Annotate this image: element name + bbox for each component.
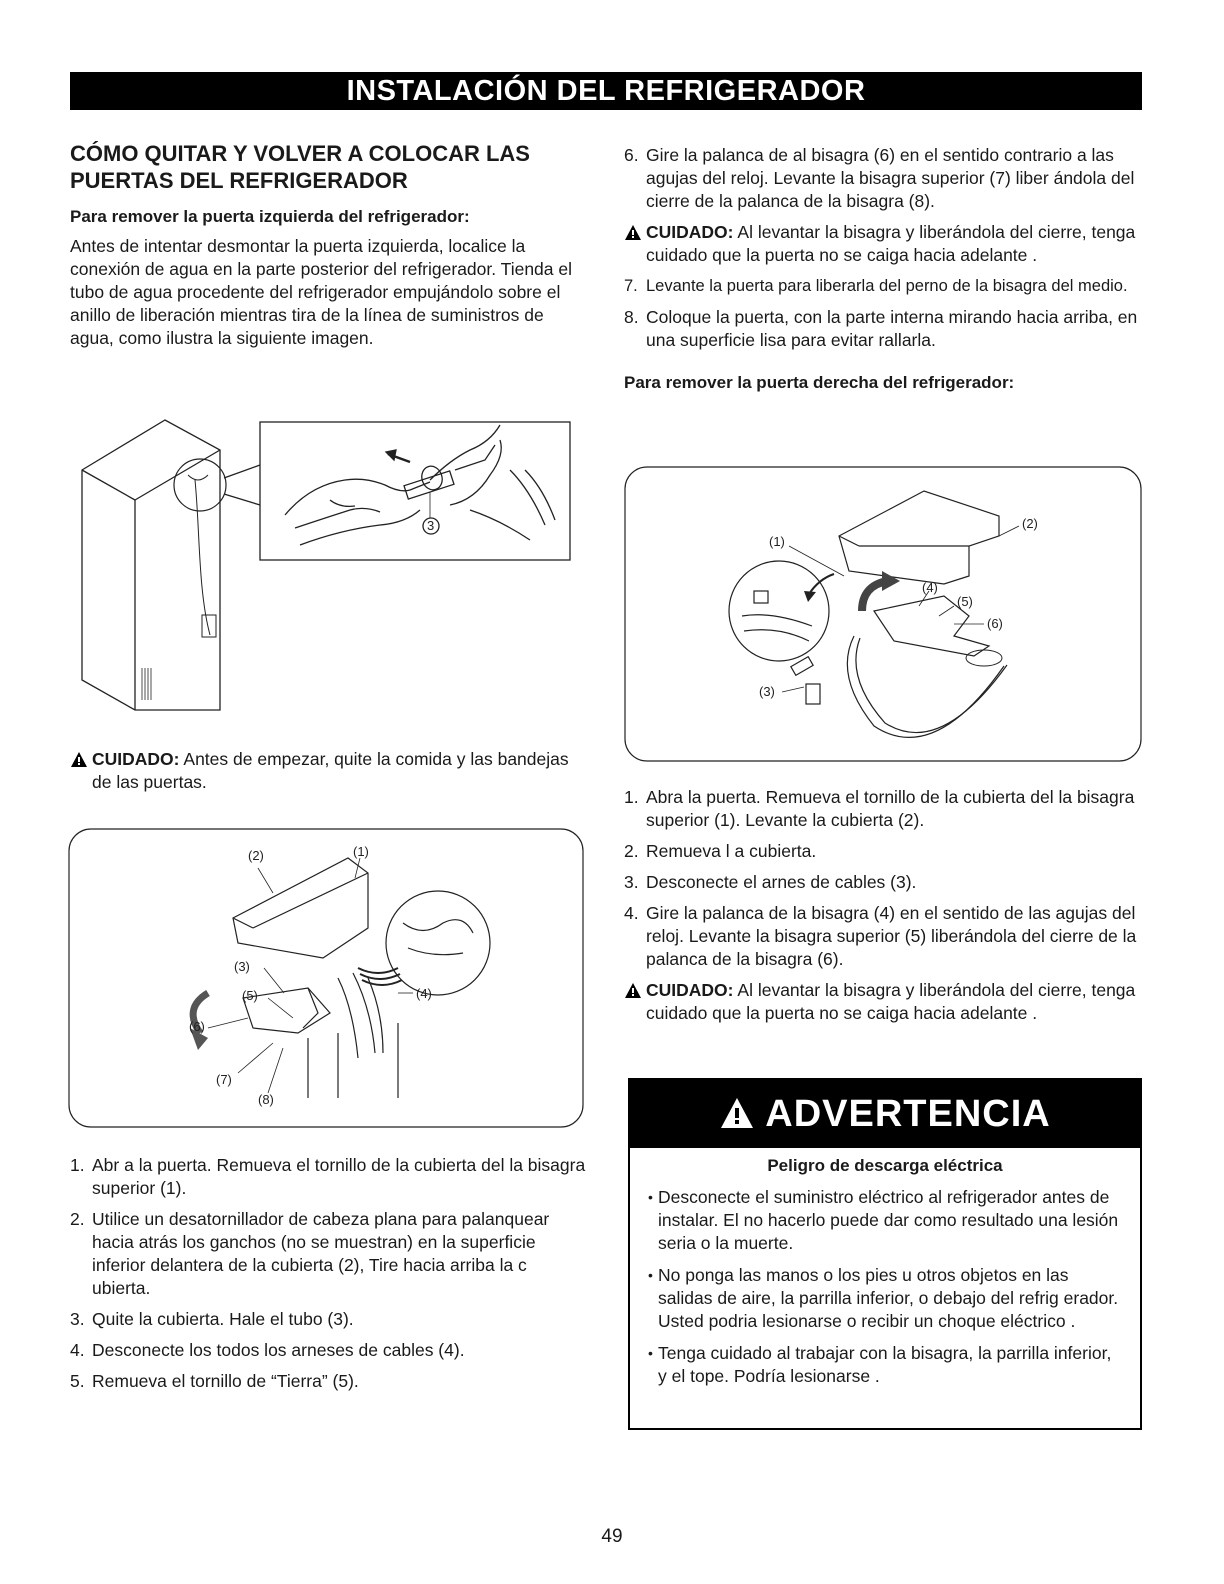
caution-text: Antes de empezar, quite la comida y las bandejas de las puertas. — [92, 749, 569, 792]
right-column — [624, 144, 1144, 394]
list-item: 2. Remueva l a cubierta. — [624, 841, 817, 861]
right-steps — [624, 786, 1144, 1025]
left-caution — [70, 748, 590, 794]
fig2-label-3: (3) — [234, 959, 250, 974]
fig3-label-4: (4) — [922, 580, 938, 595]
list-item: • Desconecte el suministro eléctrico al refrigerador antes de instalar. El no hacerlo puede dar como resultado una lesión seria o la muerte. — [648, 1186, 1124, 1255]
left-door-intro: Antes de intentar desmontar la puerta izquierda, localice la conexión de agua en la parte posterior del refrigerador. Tienda el tubo de agua procedente del refrigerador empujándolo sobre el anillo de liberación mientras tira de la línea de suministros de agua, como ilustra la siguiente imagen. — [70, 236, 572, 348]
page-number: 49 — [601, 1526, 623, 1547]
list-item: 8. Coloque la puerta, con la parte interna mirando hacia arriba, en una superficie lisa para evitar rallarla. — [624, 307, 1138, 350]
fig2-label-7: (7) — [216, 1072, 232, 1087]
warning-triangle-icon — [719, 1096, 755, 1130]
right-caution-2: CUIDADO: Al levantar la bisagra y liberándola del cierre, tenga cuidado que la puerta no se caiga hacia adelante . — [624, 979, 1144, 1025]
list-item: 1. Abra la puerta. Remueva el tornillo de la cubierta del la bisagra superior (1). Levante la cubierta (2). — [624, 787, 1135, 830]
warning-header — [630, 1080, 1140, 1148]
list-item: • No ponga las manos o los pies u otros objetos en las salidas de aire, la parrilla inferior, o debajo del refrig erador. Usted podria lesionarse o recibir un choque eléctrico . — [648, 1264, 1124, 1333]
list-item: • Tenga cuidado al trabajar con la bisagra, la parrilla inferior, y el tope. Podría lesionarse . — [648, 1342, 1124, 1388]
right-door-subheading: Para remover la puerta derecha del refrigerador: — [624, 373, 1015, 392]
fig3-label-5: (5) — [957, 594, 973, 609]
warning-triangle-icon — [624, 224, 642, 241]
warning-triangle-icon — [624, 982, 642, 999]
fig2-label-8: (8) — [258, 1092, 274, 1107]
warning-subtitle: Peligro de descarga eléctrica — [767, 1156, 1003, 1175]
section-heading: CÓMO QUITAR Y VOLVER A COLOCAR LAS PUERTAS DEL REFRIGERADOR — [70, 141, 530, 193]
list-item: 2. Utilice un desatornillador de cabeza plana para palanquear hacia atrás los ganchos (no se muestran) en la superficie inferior delantera de la cubierta (2), Tire hacia arriba la c ubierta. — [70, 1209, 550, 1298]
list-item: 3. Quite la cubierta. Hale el tubo (3). — [70, 1309, 354, 1329]
fig2-label-5: (5) — [242, 988, 258, 1003]
caution-label: CUIDADO: — [92, 749, 180, 769]
left-column — [70, 140, 590, 350]
left-door-subheading: Para remover la puerta izquierda del refrigerador: — [70, 207, 470, 226]
list-item: 7. Levante la puerta para liberarla del perno de la bisagra del medio. — [624, 277, 1128, 295]
fig3-label-6: (6) — [987, 616, 1003, 631]
list-item: 6. Gire la palanca de al bisagra (6) en el sentido contrario a las agujas del reloj. Levante la bisagra superior (7) liber ándola del cierre de la palanca de la bisagra (8). — [624, 145, 1135, 211]
fig1-callout-3: 3 — [427, 518, 435, 533]
list-item: 5. Remueva el tornillo de “Tierra” (5). — [70, 1371, 359, 1391]
warning-triangle-icon — [70, 751, 88, 768]
right-caution-1: CUIDADO: Al levantar la bisagra y liberándola del cierre, tenga cuidado que la puerta no se caiga hacia adelante . — [624, 221, 1144, 267]
fig3-label-2: (2) — [1022, 516, 1038, 531]
warning-title: ADVERTENCIA — [765, 1093, 1051, 1135]
list-item: 4. Desconecte los todos los arneses de cables (4). — [70, 1340, 465, 1360]
list-item: 1. Abr a la puerta. Remueva el tornillo de la cubierta del la bisagra superior (1). — [70, 1155, 586, 1198]
fig2-label-6: (6) — [189, 1019, 205, 1034]
right-hinge-illustration — [624, 466, 1144, 764]
list-item: 3. Desconecte el arnes de cables (3). — [624, 872, 917, 892]
fig2-label-1: (1) — [353, 844, 369, 859]
left-hinge-illustration — [68, 828, 586, 1130]
left-steps — [70, 1154, 590, 1401]
warning-box — [628, 1078, 1142, 1430]
fig3-label-1: (1) — [769, 534, 785, 549]
water-line-illustration — [70, 410, 580, 720]
fig2-label-2: (2) — [248, 848, 264, 863]
fig3-label-3: (3) — [759, 684, 775, 699]
fig2-label-4: (4) — [416, 986, 432, 1001]
list-item: 4. Gire la palanca de la bisagra (4) en el sentido de las agujas del reloj. Levante la bisagra superior (5) liberándola del cierre de la palanca de la bisagra (6). — [624, 903, 1137, 969]
section-banner: INSTALACIÓN DEL REFRIGERADOR — [70, 72, 1142, 110]
